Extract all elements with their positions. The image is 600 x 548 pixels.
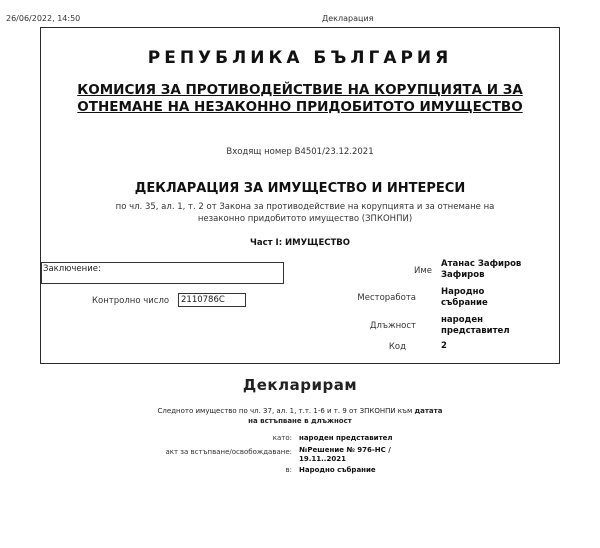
incoming-number: Входящ номер В4501/23.12.2021 [226, 147, 374, 157]
name-value [441, 259, 521, 281]
workplace-label: Месторабота [357, 293, 416, 303]
declare-heading: Декларирам [242, 376, 358, 394]
conclusion-label: Заключение: [43, 264, 101, 274]
as-label: като: [272, 434, 292, 442]
as-value: народен представител [299, 434, 393, 442]
commission-line-2: ОТНЕМАНЕ НА НЕЗАКОННО ПРИДОБИТОТО ИМУЩЕСТВО [77, 99, 523, 115]
position-label: Длъжност [369, 321, 416, 331]
commission-line-1: КОМИСИЯ ЗА ПРОТИВОДЕЙСТВИЕ НА КОРУПЦИЯТА И ЗА [77, 82, 523, 98]
law-reference-line-2: незаконно придобитото имущество (ЗПКОНПИ) [197, 214, 413, 224]
name-value-line-2: Зафиров [441, 270, 485, 280]
following-property-text [0, 407, 600, 415]
following-property-date: датата [414, 407, 443, 415]
in-label: в: [285, 466, 292, 474]
part-heading: Част I: ИМУЩЕСТВО [250, 238, 350, 248]
workplace-value [441, 287, 488, 309]
commission-heading [0, 82, 600, 116]
name-label: Име [413, 266, 432, 276]
law-reference-line-1: по чл. 35, ал. 1, т. 2 от Закона за противодействие на корупцията и за отнемане на [115, 202, 495, 212]
print-date: 26/06/2022, 14:50 [6, 14, 81, 23]
position-value-line-2: представител [441, 326, 510, 336]
position-value [441, 315, 510, 337]
following-property-main: Следното имущество по чл. 37, ал. 1, т.т. 1-6 и т. 9 от ЗПКОНПИ към [157, 407, 413, 415]
entry-into-office: на встъпване в длъжност [248, 417, 352, 425]
name-value-line-1: Атанас Зафиров [441, 259, 522, 269]
position-value-line-1: народен [441, 315, 484, 325]
act-label: акт за встъпване/освобождаване: [165, 448, 292, 456]
print-title: Декларация [322, 14, 374, 23]
declaration-title: ДЕКЛАРАЦИЯ ЗА ИМУЩЕСТВО И ИНТЕРЕСИ [134, 181, 466, 196]
act-value-line-1: №Решение № 976-НС / [299, 446, 391, 454]
code-value: 2 [441, 341, 447, 351]
act-value-line-2: 19.11..2021 [299, 455, 346, 463]
republic-heading: РЕПУБЛИКА БЪЛГАРИЯ [147, 48, 453, 68]
code-label: Код [388, 342, 406, 352]
workplace-value-line-2: събрание [441, 298, 488, 308]
in-value: Народно събрание [299, 466, 376, 474]
workplace-value-line-1: Народно [441, 287, 485, 297]
law-reference [55, 201, 555, 225]
control-number-value: 2110786C [178, 293, 246, 307]
control-number-label: Контролно число [92, 296, 170, 306]
act-value [299, 446, 391, 464]
